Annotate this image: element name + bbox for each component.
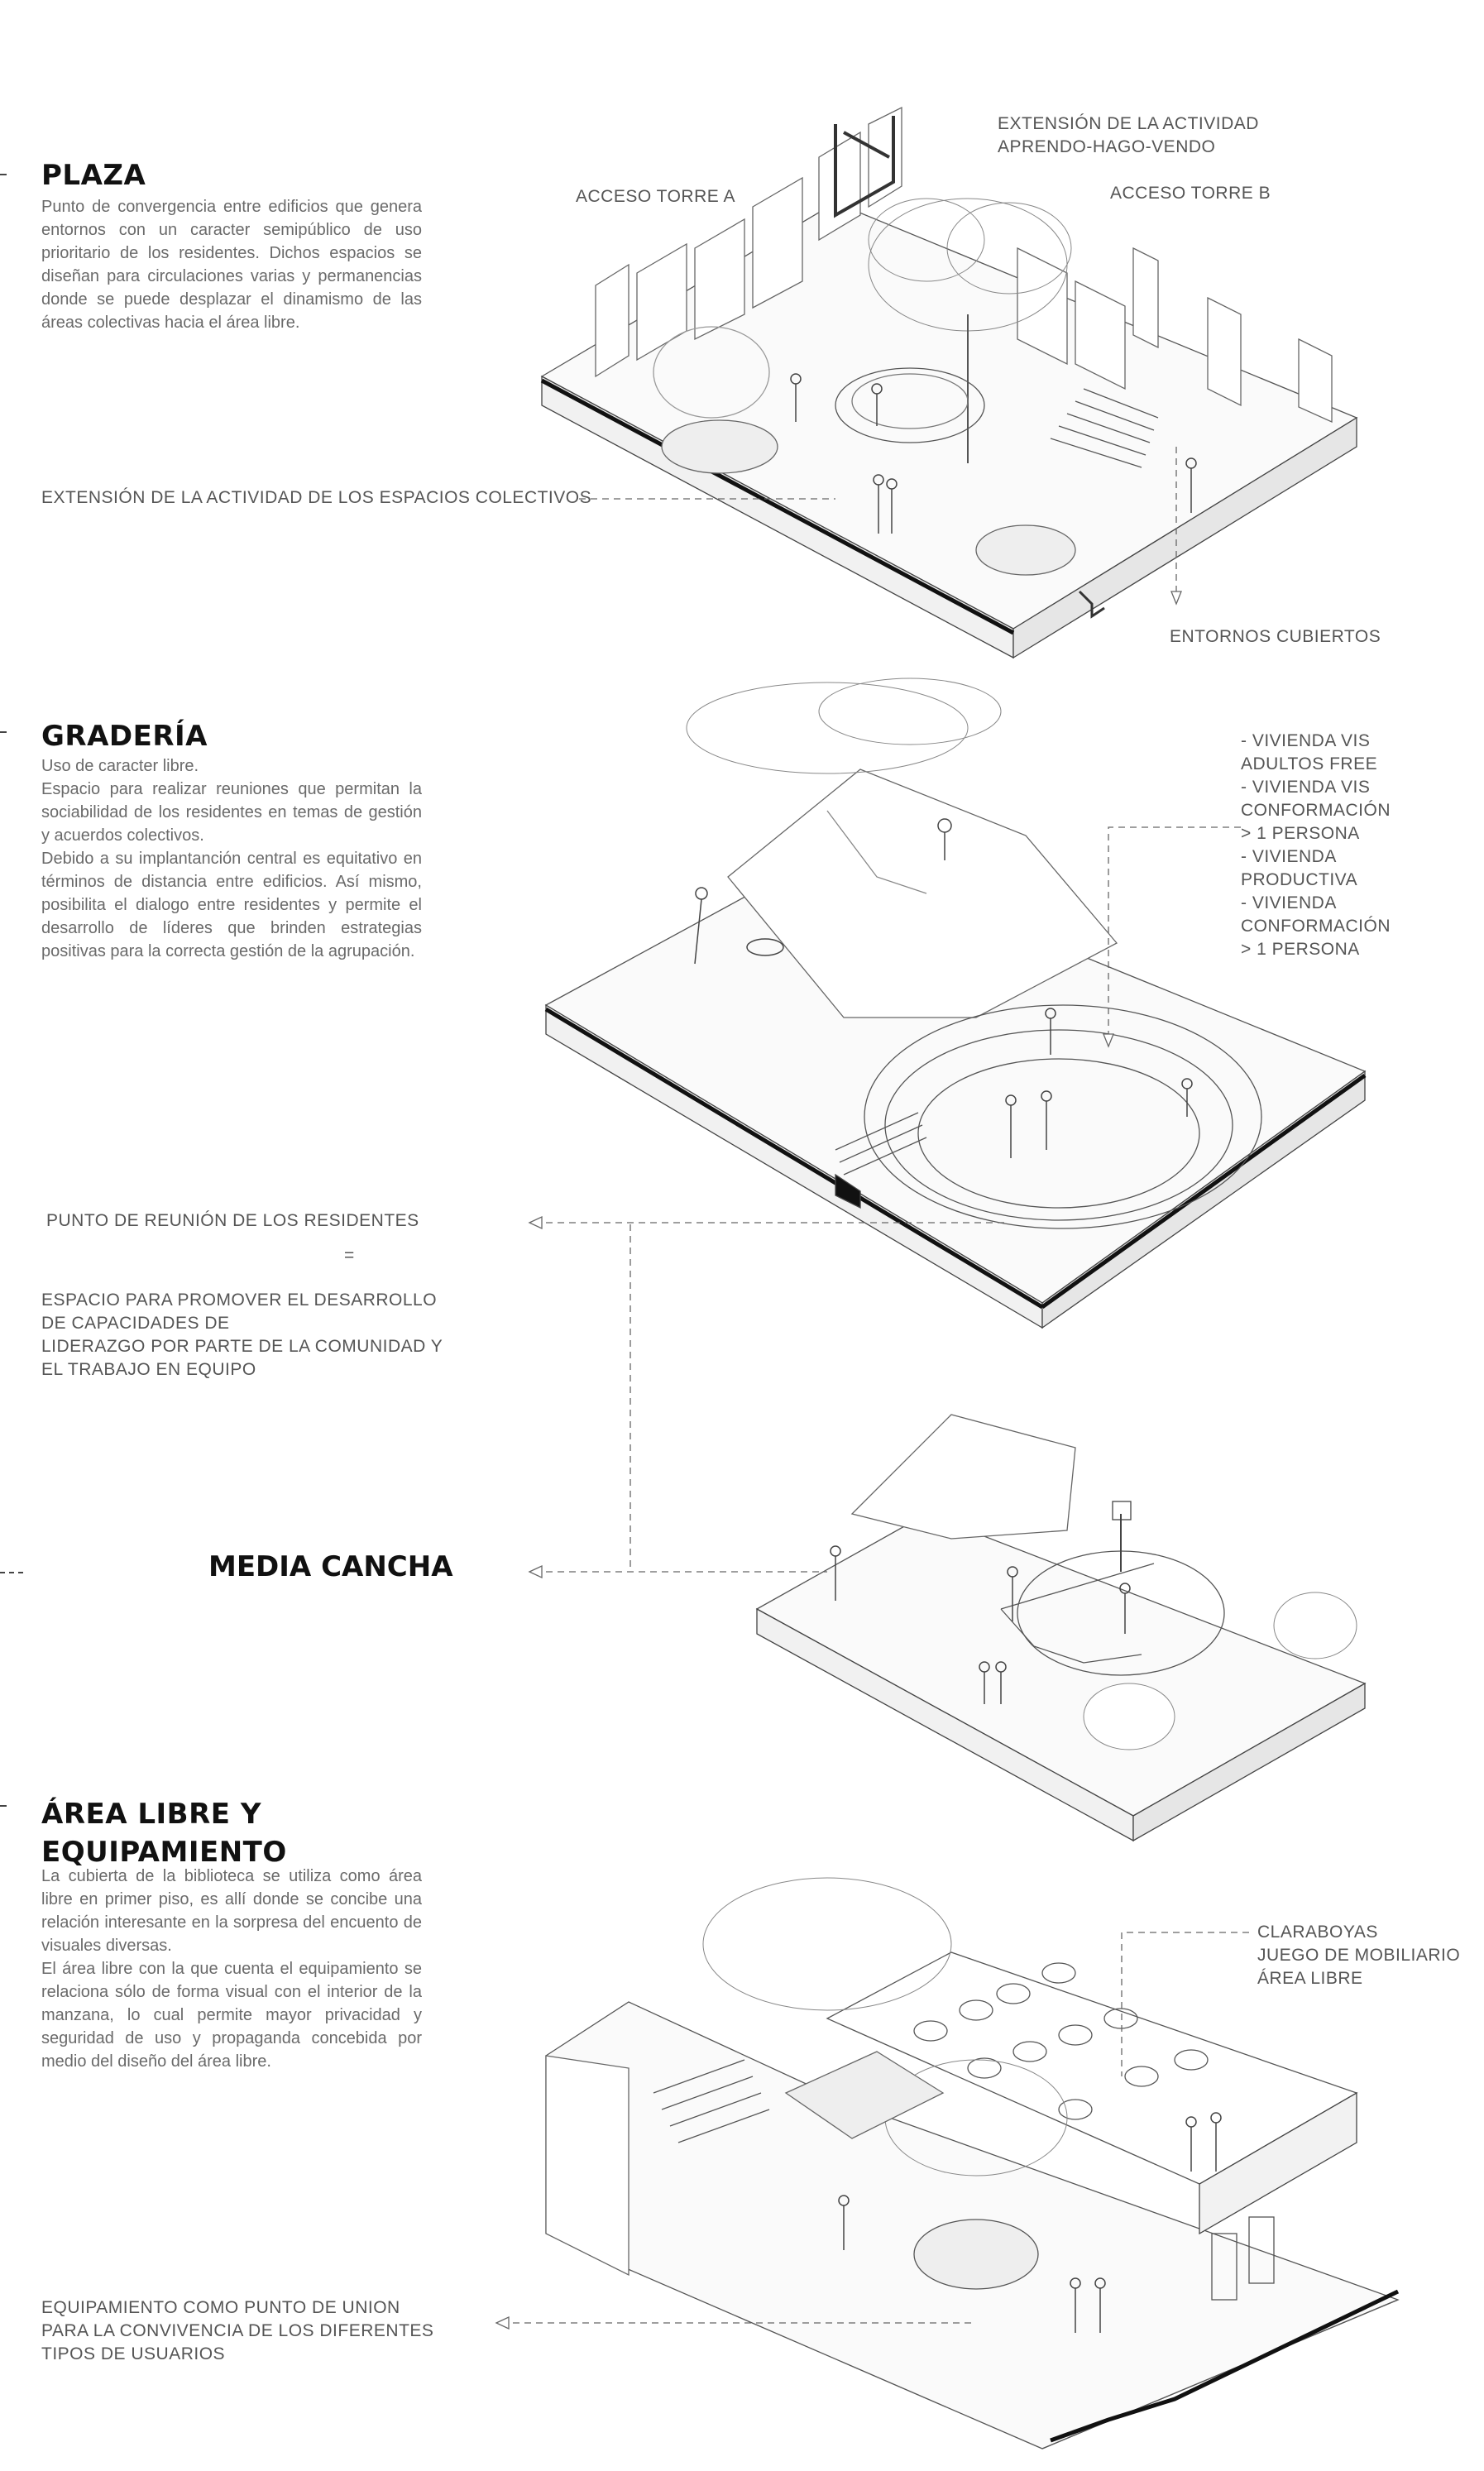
label-equals: = (344, 1246, 355, 1265)
label-punto-reunion: PUNTO DE REUNIÓN DE LOS RESIDENTES (46, 1211, 419, 1230)
graderia-title: GRADERÍA (41, 720, 208, 753)
plaza-title: PLAZA (41, 159, 146, 192)
label-liderazgo: ESPACIO PARA PROMOVER EL DESARROLLO DE CAPACIDADES DE LIDERAZGO POR PARTE DE LA COMUNIDAD Y EL TRABAJO EN EQUIPO (41, 1291, 443, 1379)
label-claraboyas: CLARABOYAS JUEGO DE MOBILIARIO ÁREA LIBRE (1257, 1923, 1461, 1988)
media-cancha-axonometric (529, 1415, 1365, 1841)
label-extension-actividad: EXTENSIÓN DE LA ACTIVIDAD APRENDO-HAGO-VENDO (998, 114, 1259, 156)
label-entornos-cubiertos: ENTORNOS CUBIERTOS (1170, 627, 1381, 646)
section-tick-plaza (0, 174, 7, 175)
graderia-description: Uso de caracter libre. Espacio para realizar reuniones que permitan la sociabilidad de los residentes en temas de gestión y acuerdos colectivos. Debido a su implantanción central es equitativo en términos de distancia entre edificios. Así mismo, posibilita el dialogo entre residentes y permite el desarrollo de líderes que brinden estrategias positivas para la correcta gestión de la agrupación. (41, 757, 422, 960)
plaza-description: Punto de convergencia entre edificios que genera entornos con un caracter semipúblico de uso prioritario de los residentes. Dichos espacios se diseñan para circulaciones varias y permanencias donde se puede desplazar el dinamismo de las áreas colectivas hacia el área libre. (41, 198, 422, 332)
area-libre-title: ÁREA LIBRE Y EQUIPAMIENTO (41, 1798, 287, 1869)
label-equipamiento: EQUIPAMIENTO COMO PUNTO DE UNION PARA LA CONVIVENCIA DE LOS DIFERENTES TIPOS DE USUARIOS (41, 2298, 434, 2363)
label-acceso-torre-a: ACCESO TORRE A (576, 187, 735, 206)
label-extension-espacios-colectivos: EXTENSIÓN DE LA ACTIVIDAD DE LOS ESPACIOS COLECTIVOS (41, 488, 592, 507)
label-vivienda-tipos: - VIVIENDA VIS ADULTOS FREE - VIVIENDA VIS CONFORMACIÓN > 1 PERSONA - VIVIENDA PRODUCTIVA - VIVIENDA CONFORMACIÓN > 1 PERSONA (1241, 731, 1391, 959)
media-cancha-title: MEDIA CANCHA (208, 1550, 453, 1583)
section-tick-media-cancha (0, 1572, 23, 1575)
section-tick-area-libre (0, 1805, 7, 1807)
label-acceso-torre-b: ACCESO TORRE B (1110, 184, 1271, 203)
section-tick-graderia (0, 731, 7, 733)
area-libre-description: La cubierta de la biblioteca se utiliza como área libre en primer piso, es allí donde se concibe una relación interesante en la sorpresa del encuento de visuales diversas. El área libre con la que cuenta el equipamiento se relaciona sólo de forma visual con el interior de la manzana, lo cual permite mayor privacidad y seguridad de uso y propaganda concebida por medio del diseño del área libre. (41, 1867, 422, 2071)
